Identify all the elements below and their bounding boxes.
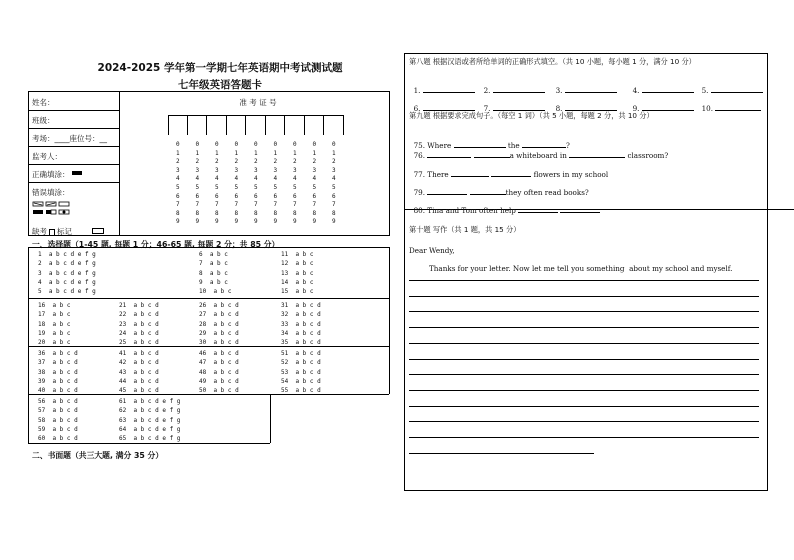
ticket-digit[interactable]: 6 [214,192,219,200]
choice-row[interactable]: 61 a b c d e f g [119,398,181,405]
fill-blank-row[interactable]: 10. [697,93,761,113]
choice-row[interactable]: 50 a b c d [199,387,239,395]
ticket-digit[interactable]: 0 [253,141,258,148]
ticket-digit[interactable]: 3 [273,166,278,174]
choice-row[interactable]: 28 a b c d [199,320,239,328]
ticket-digit[interactable]: 4 [195,175,200,183]
ticket-digit[interactable]: 0 [175,141,180,148]
ticket-number-grid[interactable] [168,115,344,230]
choice-row[interactable]: 6 a b c [199,251,228,258]
ticket-digit[interactable]: 2 [234,158,239,166]
choice-row[interactable]: 49 a b c d [199,377,239,385]
writing-line[interactable] [409,390,759,391]
choice-block[interactable] [281,301,321,347]
ticket-digits[interactable] [305,141,325,227]
ticket-digit[interactable]: 1 [273,149,278,157]
choice-row[interactable]: 25 a b c d [119,339,159,347]
ticket-digit[interactable]: 7 [214,201,219,209]
choice-row[interactable]: 43 a b c d [119,368,159,376]
choice-row[interactable]: 16 a b c [38,302,71,309]
choice-row[interactable]: 35 a b c d [281,339,321,347]
ticket-digit[interactable]: 1 [292,149,297,157]
choice-row[interactable]: 24 a b c d [119,329,159,337]
sentence-row-79[interactable]: 79. they often read books? [413,188,589,197]
ticket-digit-column[interactable] [305,115,325,135]
choice-row[interactable]: 22 a b c d [119,311,159,319]
fill-blank-row[interactable]: 7. [479,93,545,113]
choice-block[interactable] [281,349,321,395]
choice-row[interactable]: 15 a b c [281,288,314,296]
choice-row[interactable]: 44 a b c d [119,377,159,385]
fill-blank-row[interactable]: 5. [697,75,763,95]
ticket-digit[interactable]: 2 [292,158,297,166]
ticket-digit[interactable]: 7 [273,201,278,209]
ticket-digit-column[interactable] [324,115,344,135]
ticket-digit[interactable]: 0 [195,141,200,148]
ticket-digit[interactable]: 2 [273,158,278,166]
wrong-fill-examples-icon [32,200,92,218]
page-subtitle: 七年级英语答题卡 [178,79,262,91]
choice-row[interactable]: 47 a b c d [199,359,239,367]
choice-row[interactable]: 58 a b c d [38,416,78,424]
ticket-digits[interactable] [246,141,266,227]
ticket-digit[interactable]: 9 [214,218,219,226]
choice-row[interactable]: 46 a b c d [199,350,239,357]
ticket-digit[interactable]: 3 [214,166,219,174]
ticket-digit[interactable]: 3 [175,166,180,174]
choice-row[interactable]: 34 a b c d [281,329,321,337]
fill-blank-row[interactable]: 8. [551,93,617,113]
choice-row[interactable]: 13 a b c [281,269,314,277]
choice-row[interactable]: 52 a b c d [281,359,321,367]
choice-block[interactable] [38,397,78,443]
section8-title: 第八题 根据汉语或者所给单词的正确形式填空。（共 10 小题，每小题 1 分，满分 10 分） [409,57,696,66]
ticket-digit-column[interactable] [246,115,266,135]
writing-line[interactable] [409,280,759,281]
choice-row[interactable]: 62 a b c d e f g [119,407,181,415]
ticket-digit[interactable]: 4 [331,175,336,183]
wrong-fill-label: 错误填涂： [32,188,70,197]
ticket-digit[interactable]: 8 [312,209,317,217]
ticket-digit[interactable]: 3 [195,166,200,174]
proctor-label[interactable]: 监考人： [32,152,62,161]
choice-row[interactable]: 5 a b c d e f g [38,288,96,296]
class-label[interactable]: 班级： [32,116,55,125]
choice-row[interactable]: 65 a b c d e f g [119,435,181,443]
fill-blank-row[interactable]: 1. [409,75,475,95]
ticket-digit[interactable]: 9 [234,218,239,226]
sentence-row-77[interactable]: 77. There flowers in my school [413,170,609,179]
writing-line[interactable] [409,311,759,312]
writing-line[interactable] [409,406,759,407]
section2-title: 二、书面题（共三大题, 满分 35 分） [32,451,164,460]
ticket-digit[interactable]: 3 [292,166,297,174]
ticket-digit[interactable]: 6 [175,192,180,200]
ticket-digit[interactable]: 7 [195,201,200,209]
choice-row[interactable]: 20 a b c [38,339,71,347]
ticket-digit[interactable]: 6 [312,192,317,200]
ticket-digit[interactable]: 1 [195,149,200,157]
room-seat-label[interactable]: 考场：____座位号：__ [32,134,107,143]
ticket-digit[interactable]: 1 [253,149,258,157]
ticket-digit[interactable]: 4 [253,175,258,183]
ticket-digit[interactable]: 4 [234,175,239,183]
choice-row[interactable]: 23 a b c d [119,320,159,328]
ticket-digit[interactable]: 7 [331,201,336,209]
ticket-digit[interactable]: 7 [312,201,317,209]
ticket-digit[interactable]: 5 [175,183,180,191]
choice-row[interactable]: 4 a b c d e f g [38,278,96,286]
ticket-digit[interactable]: 4 [175,175,180,183]
choice-row[interactable]: 1 a b c d e f g [38,251,96,258]
letter-greeting: Dear Wendy, [409,246,455,255]
ticket-digit[interactable]: 1 [175,149,180,157]
ticket-digit[interactable]: 1 [214,149,219,157]
filled-bubble-icon [72,171,82,175]
choice-row[interactable]: 29 a b c d [199,329,239,337]
ticket-digit[interactable]: 6 [253,192,258,200]
choice-row[interactable]: 56 a b c d [38,398,78,405]
absent-label: 缺考 标记 [32,227,72,236]
choice-row[interactable]: 59 a b c d [38,425,78,433]
choice-row[interactable]: 31 a b c d [281,302,321,309]
fill-blank-row[interactable]: 4. [628,75,694,95]
ticket-digit[interactable]: 4 [273,175,278,183]
choice-row[interactable]: 45 a b c d [119,387,159,395]
choice-row[interactable]: 12 a b c [281,260,314,268]
section9-title: 第九题 根据要求完成句子。（每空 1 词）（共 5 小题，每题 2 分，共 10 分） [409,111,654,120]
ticket-digits[interactable] [188,141,208,227]
ticket-digit-column[interactable] [227,115,247,135]
ticket-digit-column[interactable] [266,115,286,135]
choice-block[interactable] [119,397,180,443]
ticket-digit[interactable]: 7 [175,201,180,209]
choice-block[interactable] [199,301,239,347]
writing-line[interactable] [409,343,759,344]
ticket-digit[interactable]: 0 [292,141,297,148]
ticket-digit[interactable]: 4 [292,175,297,183]
ticket-digit[interactable]: 6 [273,192,278,200]
ticket-digit[interactable]: 7 [292,201,297,209]
sentence-row-75[interactable]: 75. Where the ? [413,141,570,150]
ticket-digit[interactable]: 4 [214,175,219,183]
ticket-digit-column[interactable] [188,115,208,135]
writing-line[interactable] [409,327,759,328]
writing-line[interactable] [409,374,759,375]
ticket-digit[interactable]: 0 [214,141,219,148]
ticket-digit[interactable]: 6 [292,192,297,200]
ticket-digit[interactable]: 8 [234,209,239,217]
sentence-row-76[interactable]: 76. a whiteboard in classroom? [413,151,669,160]
correct-fill-label: 正确填涂： [32,170,70,179]
ticket-digit[interactable]: 9 [292,218,297,226]
ticket-digit[interactable]: 6 [331,192,336,200]
ticket-digit[interactable]: 0 [331,141,336,148]
choice-block[interactable] [38,301,71,347]
ticket-digit[interactable]: 8 [195,209,200,217]
ticket-digit[interactable]: 3 [331,166,336,174]
ticket-digit[interactable]: 5 [214,183,219,191]
ticket-digit-column[interactable] [207,115,227,135]
ticket-digits[interactable] [285,141,305,227]
choice-row[interactable]: 26 a b c d [199,302,239,309]
ticket-digit[interactable]: 0 [273,141,278,148]
ticket-digit[interactable]: 5 [331,183,336,191]
ticket-digit[interactable]: 1 [331,149,336,157]
choice-block[interactable] [38,250,96,296]
ticket-digit[interactable]: 2 [214,158,219,166]
ticket-number-title: 准 考 证 号 [239,98,277,107]
ticket-digit[interactable]: 5 [253,183,258,191]
choice-row[interactable]: 37 a b c d [38,359,78,367]
ticket-digit[interactable]: 7 [234,201,239,209]
ticket-digit[interactable]: 1 [234,149,239,157]
ticket-digit[interactable]: 2 [253,158,258,166]
choice-row[interactable]: 14 a b c [281,278,314,286]
section10-title: 第十题 写作（共 1 题，共 15 分） [409,225,521,234]
choice-block[interactable] [199,349,239,395]
choice-row[interactable]: 51 a b c d [281,350,321,357]
choice-block[interactable] [199,250,232,296]
choice-row[interactable]: 17 a b c [38,311,71,319]
ticket-digit[interactable]: 9 [331,218,336,226]
choice-row[interactable]: 39 a b c d [38,377,78,385]
ticket-digit[interactable]: 5 [312,183,317,191]
choice-row[interactable]: 48 a b c d [199,368,239,376]
choice-block[interactable] [281,250,314,296]
section1-title: 一、选择题（1-45 题, 每题 1 分；46-65 题, 每题 2 分；共 85 分） [32,240,280,249]
choice-row[interactable]: 21 a b c d [119,302,159,309]
ticket-digit[interactable]: 6 [234,192,239,200]
ticket-digit[interactable]: 2 [331,158,336,166]
choice-row[interactable]: 2 a b c d e f g [38,260,96,268]
writing-line[interactable] [409,453,594,454]
choice-row[interactable]: 60 a b c d [38,435,78,443]
writing-line[interactable] [409,359,759,360]
choice-row[interactable]: 64 a b c d e f g [119,425,181,433]
choice-row[interactable]: 18 a b c [38,320,71,328]
choice-block[interactable] [38,349,78,395]
ticket-digits[interactable] [266,141,286,227]
choice-block[interactable] [119,301,159,347]
writing-line[interactable] [409,421,759,422]
choice-row[interactable]: 3 a b c d e f g [38,269,96,277]
ticket-digit[interactable]: 0 [312,141,317,148]
ticket-digit[interactable]: 1 [312,149,317,157]
fill-blank-row[interactable]: 2. [479,75,545,95]
ticket-digits[interactable] [168,141,188,227]
ticket-digit[interactable]: 8 [292,209,297,217]
ticket-digit[interactable]: 5 [195,183,200,191]
ticket-digit[interactable]: 9 [273,218,278,226]
ticket-digit[interactable]: 9 [195,218,200,226]
ticket-digit[interactable]: 8 [273,209,278,217]
ticket-digit[interactable]: 3 [312,166,317,174]
absent-bubble[interactable] [92,228,104,234]
ticket-digit[interactable]: 2 [312,158,317,166]
ticket-digit-column[interactable] [285,115,305,135]
choice-row[interactable]: 53 a b c d [281,368,321,376]
ticket-digit[interactable]: 8 [175,209,180,217]
fill-blank-row[interactable]: 9. [628,93,694,113]
choice-row[interactable]: 10 a b c [199,288,232,296]
fill-blank-row[interactable]: 3. [551,75,617,95]
sentence-row-80[interactable]: 80. Tina and Tom often help [409,195,600,215]
choice-row[interactable]: 9 a b c [199,278,228,286]
choice-row[interactable]: 42 a b c d [119,359,159,367]
ticket-digits[interactable] [324,141,344,227]
choice-row[interactable]: 36 a b c d [38,350,78,357]
choice-row[interactable]: 40 a b c d [38,387,78,395]
ticket-digit[interactable]: 3 [253,166,258,174]
ticket-digit[interactable]: 5 [273,183,278,191]
writing-area[interactable] [409,280,759,470]
ticket-digit[interactable]: 8 [214,209,219,217]
choice-row[interactable]: 7 a b c [199,260,228,268]
page-title: 2024-2025 学年第一学期七年英语期中考试测试题 [97,62,343,74]
ticket-digit[interactable]: 2 [195,158,200,166]
ticket-digit[interactable]: 2 [175,158,180,166]
ticket-digit[interactable]: 5 [292,183,297,191]
ticket-digit[interactable]: 4 [312,175,317,183]
choice-row[interactable]: 41 a b c d [119,350,159,357]
choice-row[interactable]: 38 a b c d [38,368,78,376]
ticket-digit[interactable]: 0 [234,141,239,148]
choice-row[interactable]: 55 a b c d [281,387,321,395]
choice-row[interactable]: 54 a b c d [281,377,321,385]
ticket-digit[interactable]: 7 [253,201,258,209]
letter-opening: Thanks for your letter. Now let me tell you something about my school and myself. [429,264,733,273]
ticket-digits[interactable] [207,141,227,227]
ticket-digit[interactable]: 9 [175,218,180,226]
choice-row[interactable]: 33 a b c d [281,320,321,328]
ticket-digit[interactable]: 6 [195,192,200,200]
choice-row[interactable]: 11 a b c [281,251,314,258]
choice-row[interactable]: 30 a b c d [199,339,239,347]
ticket-digit[interactable]: 9 [312,218,317,226]
choice-row[interactable]: 57 a b c d [38,407,78,415]
writing-line[interactable] [409,437,759,438]
ticket-digit-column[interactable] [168,115,188,135]
choice-row[interactable]: 8 a b c [199,269,228,277]
choice-row[interactable]: 27 a b c d [199,311,239,319]
ticket-digit[interactable]: 3 [234,166,239,174]
ticket-digit[interactable]: 8 [253,209,258,217]
fill-blank-row[interactable]: 6. [409,93,475,113]
writing-line[interactable] [409,296,759,297]
choice-row[interactable]: 19 a b c [38,329,71,337]
ticket-digit[interactable]: 9 [253,218,258,226]
ticket-digit[interactable]: 5 [234,183,239,191]
choice-block[interactable] [119,349,159,395]
name-label[interactable]: 姓名： [32,98,55,107]
choice-row[interactable]: 32 a b c d [281,311,321,319]
ticket-digits[interactable] [227,141,247,227]
choice-row[interactable]: 63 a b c d e f g [119,416,181,424]
ticket-digit[interactable]: 8 [331,209,336,217]
